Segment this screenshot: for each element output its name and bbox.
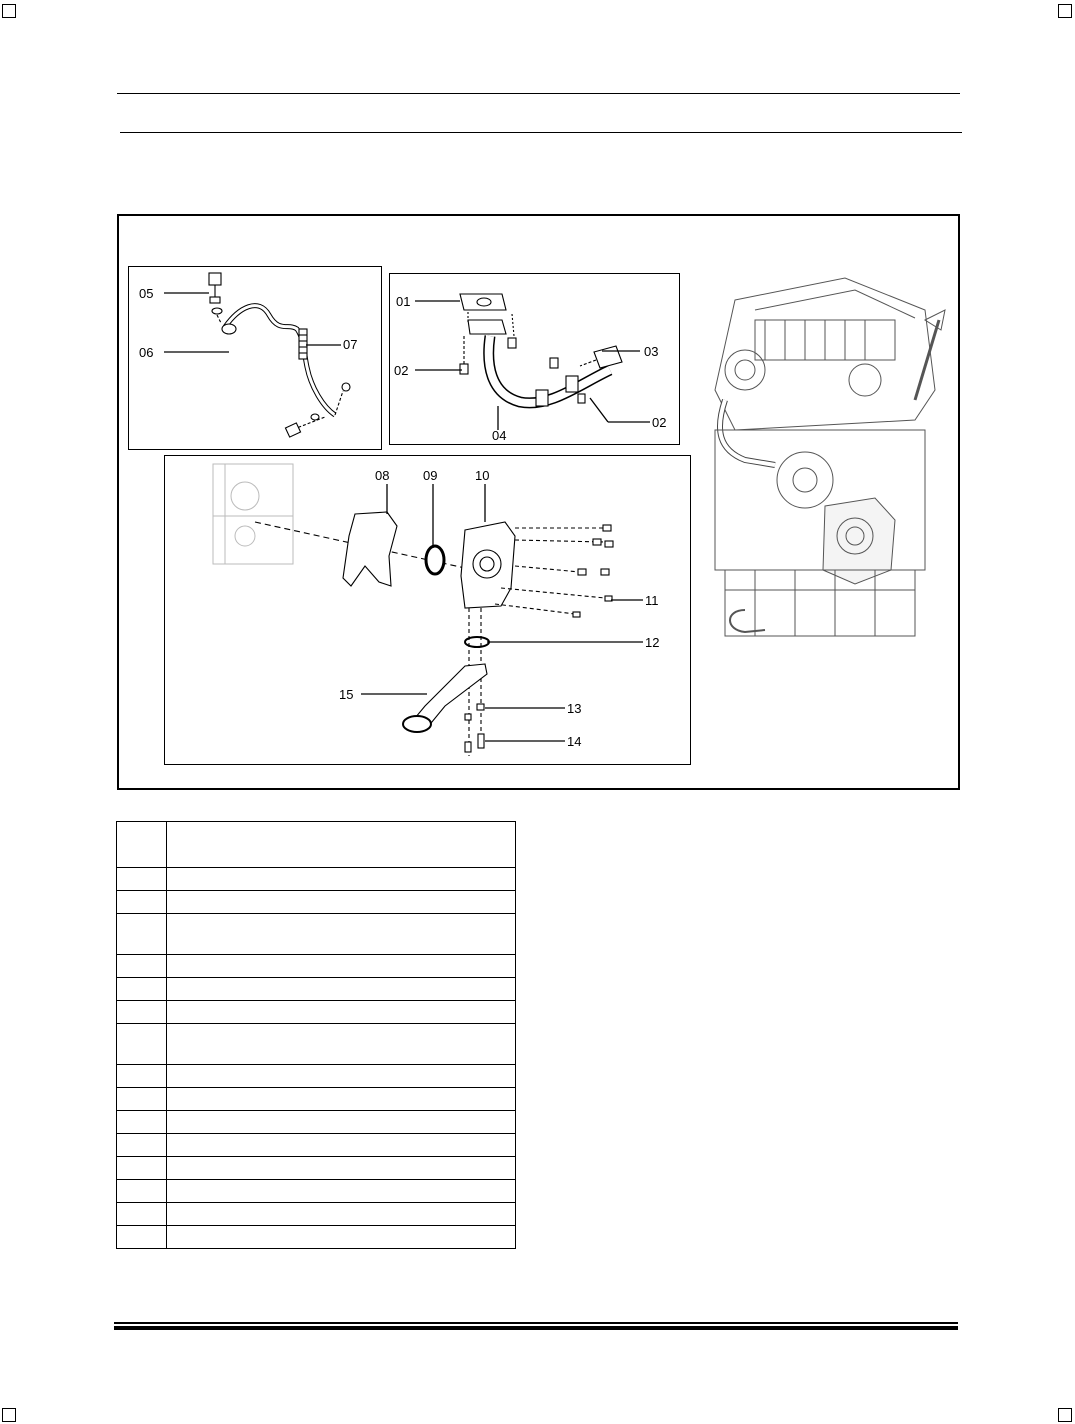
- table-row: [117, 1088, 516, 1111]
- callout-02b: 02: [652, 415, 667, 430]
- table-cell-description: [167, 1111, 516, 1134]
- table-cell-number: [117, 1180, 167, 1203]
- panel-oil-pump-assembly: [164, 455, 691, 765]
- panel-oil-feed-line: [128, 266, 382, 450]
- callout-11: 11: [645, 593, 659, 608]
- table-cell-description: [167, 891, 516, 914]
- callout-02a: 02: [394, 363, 409, 378]
- table-cell-description: [167, 868, 516, 891]
- table-cell-number: [117, 1203, 167, 1226]
- crop-mark-top-right: [1058, 4, 1072, 18]
- table-cell-description: [167, 1203, 516, 1226]
- table-row: [117, 955, 516, 978]
- parts-table: [116, 821, 516, 1249]
- table-cell-description: [167, 1157, 516, 1180]
- crop-mark-bottom-right: [1058, 1408, 1072, 1422]
- table-cell-number: [117, 955, 167, 978]
- table-cell-description: [167, 1180, 516, 1203]
- table-row: [117, 822, 516, 868]
- table-cell-number: [117, 978, 167, 1001]
- engine-assembly-illustration: [695, 270, 957, 648]
- table-cell-number: [117, 914, 167, 955]
- callout-03: 03: [644, 344, 659, 359]
- footer-rule-thick: [114, 1326, 958, 1330]
- table-row: [117, 891, 516, 914]
- table-row: [117, 978, 516, 1001]
- callout-09: 09: [423, 468, 438, 483]
- table-row: [117, 1065, 516, 1088]
- table-cell-description: [167, 1001, 516, 1024]
- oil-pump-assembly-drawing: [165, 456, 692, 766]
- table-cell-description: [167, 1065, 516, 1088]
- header-rule-top: [117, 93, 960, 94]
- table-cell-description: [167, 914, 516, 955]
- table-cell-number: [117, 1157, 167, 1180]
- oil-feed-line-drawing: [129, 267, 383, 451]
- table-cell-description: [167, 1134, 516, 1157]
- table-cell-number: [117, 1001, 167, 1024]
- table-row: [117, 1180, 516, 1203]
- oil-return-pipe-drawing: [390, 274, 681, 446]
- callout-13: 13: [567, 701, 582, 716]
- callout-06: 06: [139, 345, 154, 360]
- callout-12: 12: [645, 635, 660, 650]
- table-cell-number: [117, 1088, 167, 1111]
- table-cell-description: [167, 822, 516, 868]
- callout-01: 01: [396, 294, 411, 309]
- callout-05: 05: [139, 286, 154, 301]
- table-cell-description: [167, 978, 516, 1001]
- callout-07: 07: [343, 337, 358, 352]
- header-rule-bottom: [120, 132, 962, 133]
- panel-oil-return-pipe: [389, 273, 680, 445]
- table-cell-description: [167, 1226, 516, 1249]
- table-row: [117, 1226, 516, 1249]
- table-row: [117, 1157, 516, 1180]
- table-cell-number: [117, 1024, 167, 1065]
- crop-mark-bottom-left: [2, 1408, 16, 1422]
- exploded-diagram-figure: [117, 214, 960, 790]
- table-cell-number: [117, 1065, 167, 1088]
- table-row: [117, 914, 516, 955]
- callout-10: 10: [475, 468, 490, 483]
- table-cell-description: [167, 1088, 516, 1111]
- callout-08: 08: [375, 468, 390, 483]
- table-row: [117, 1024, 516, 1065]
- table-cell-number: [117, 1134, 167, 1157]
- table-cell-description: [167, 955, 516, 978]
- table-row: [117, 1203, 516, 1226]
- callout-14: 14: [567, 734, 582, 749]
- table-row: [117, 1001, 516, 1024]
- footer-rule-thin: [114, 1322, 958, 1324]
- table-cell-number: [117, 1111, 167, 1134]
- table-cell-description: [167, 1024, 516, 1065]
- table-cell-number: [117, 868, 167, 891]
- table-row: [117, 868, 516, 891]
- crop-mark-top-left: [2, 4, 16, 18]
- table-cell-number: [117, 822, 167, 868]
- table-cell-number: [117, 891, 167, 914]
- table-row: [117, 1134, 516, 1157]
- callout-04: 04: [492, 428, 507, 443]
- table-cell-number: [117, 1226, 167, 1249]
- table-row: [117, 1111, 516, 1134]
- callout-15: 15: [339, 687, 354, 702]
